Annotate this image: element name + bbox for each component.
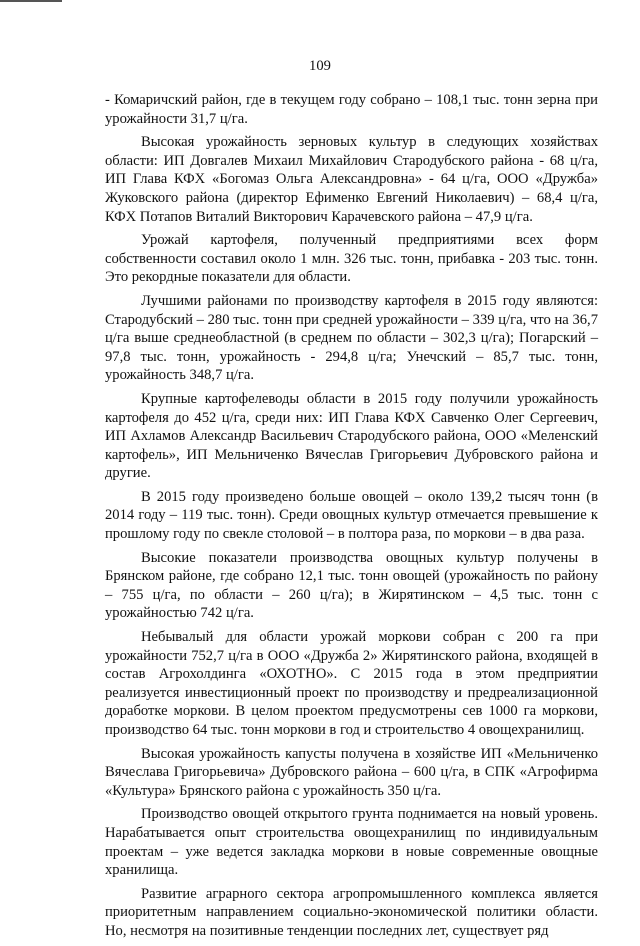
paragraph-cabbage: Высокая урожайность капусты получена в хозяйстве ИП «Мельниченко Вячеслава Григорьевича» Дубровского района – 600 ц/га, в СПК «Агрофирма «Культура» Брянского района с урожайность 350 ц/га. <box>105 745 598 799</box>
paragraph-potato-growers: Крупные картофелеводы области в 2015 году получили урожайность картофеля до 452 ц/га, среди них: ИП Глава КФХ Савченко Олег Сергеевич, ИП Ахламов Александр Васильевич Стародубского района, ООО «Меленский картофель», ИП Мельниченко Вячеслав Григорьевич Дубровского района и другие. <box>105 390 598 482</box>
paragraph-agrarian-development: Развитие аграрного сектора агропромышленного комплекса является приоритетным направлением социально-экономической политики области. Но, несмотря на позитивные тенденции последних лет, существует ряд <box>105 885 598 939</box>
paragraph-vegetables-2015: В 2015 году произведено больше овощей – около 139,2 тысяч тонн (в 2014 году – 119 тыс. тонн). Среди овощных культур отмечается превышение к прошлому году по свекле столовой – в полтора раза, по моркови – в два раза. <box>105 488 598 543</box>
scan-edge-mark <box>0 0 62 2</box>
paragraph-grain-farms: Высокая урожайность зерновых культур в следующих хозяйствах области: ИП Довгалев Михаил Михайлович Стародубского района - 68 ц/га, ИП Глава КФХ «Богомаз Ольга Александровна» - 64 ц/га, ООО «Дружба» Жуковского района (директор Ефименко Евгений Николаевич) – 68,4 ц/га, КФХ Потапов Виталий Викторович Карачевского района – 47,9 ц/га. <box>105 134 598 225</box>
paragraph-open-ground-vegetables: Производство овощей открытого грунта поднимается на новый уровень. Нарабатывается опыт строительства овощехранилищ по индивидуальным проектам – уже ведется закладка моркови в новые современные овощные хранилища. <box>105 806 598 879</box>
document-body <box>105 91 598 946</box>
page-number: 109 <box>309 58 331 74</box>
paragraph-best-potato-districts: Лучшими районами по производству картофеля в 2015 году являются: Стародубский – 280 тыс. тонн при средней урожайности – 339 ц/га, что на 36,7 ц/га выше среднеобластной (в среднем по области – 302,3 ц/га); Погарский – 97,8 тыс. тонн, урожайность - 294,8 ц/га; Унечский – 85,7 тыс. тонн, урожайность 348,7 ц/га. <box>105 292 598 384</box>
paragraph-komarichsky: - Комаричский район, где в текущем году собрано – 108,1 тыс. тонн зерна при урожайности 31,7 ц/га. <box>105 92 598 127</box>
paragraph-vegetable-districts: Высокие показатели производства овощных культур получены в Брянском районе, где собрано 12,1 тыс. тонн овощей (урожайность по району – 755 ц/га, по области – 260 ц/га); в Жирятинском – 4,5 тыс. тонн с урожайностью 742 ц/га. <box>105 549 598 622</box>
paragraph-carrot-harvest: Небывалый для области урожай моркови собран с 200 га при урожайности 752,7 ц/га в ООО «Дружба 2» Жирятинского района, входящей в состав Агрохолдинга «ОХОТНО». С 2015 года в этом предприятии реализуется инвестиционный проект по производству и предреализационной доработке моркови. В целом проектом предусмотрены сев 1000 га моркови, производство 64 тыс. тонн моркови в год и строительство 4 овощехранилищ. <box>105 629 598 738</box>
paragraph-potato-harvest: Урожай картофеля, полученный предприятиями всех форм собственности составил около 1 млн. 326 тыс. тонн, прибавка - 203 тыс. тонн. Это рекордные показатели для области. <box>105 232 598 286</box>
